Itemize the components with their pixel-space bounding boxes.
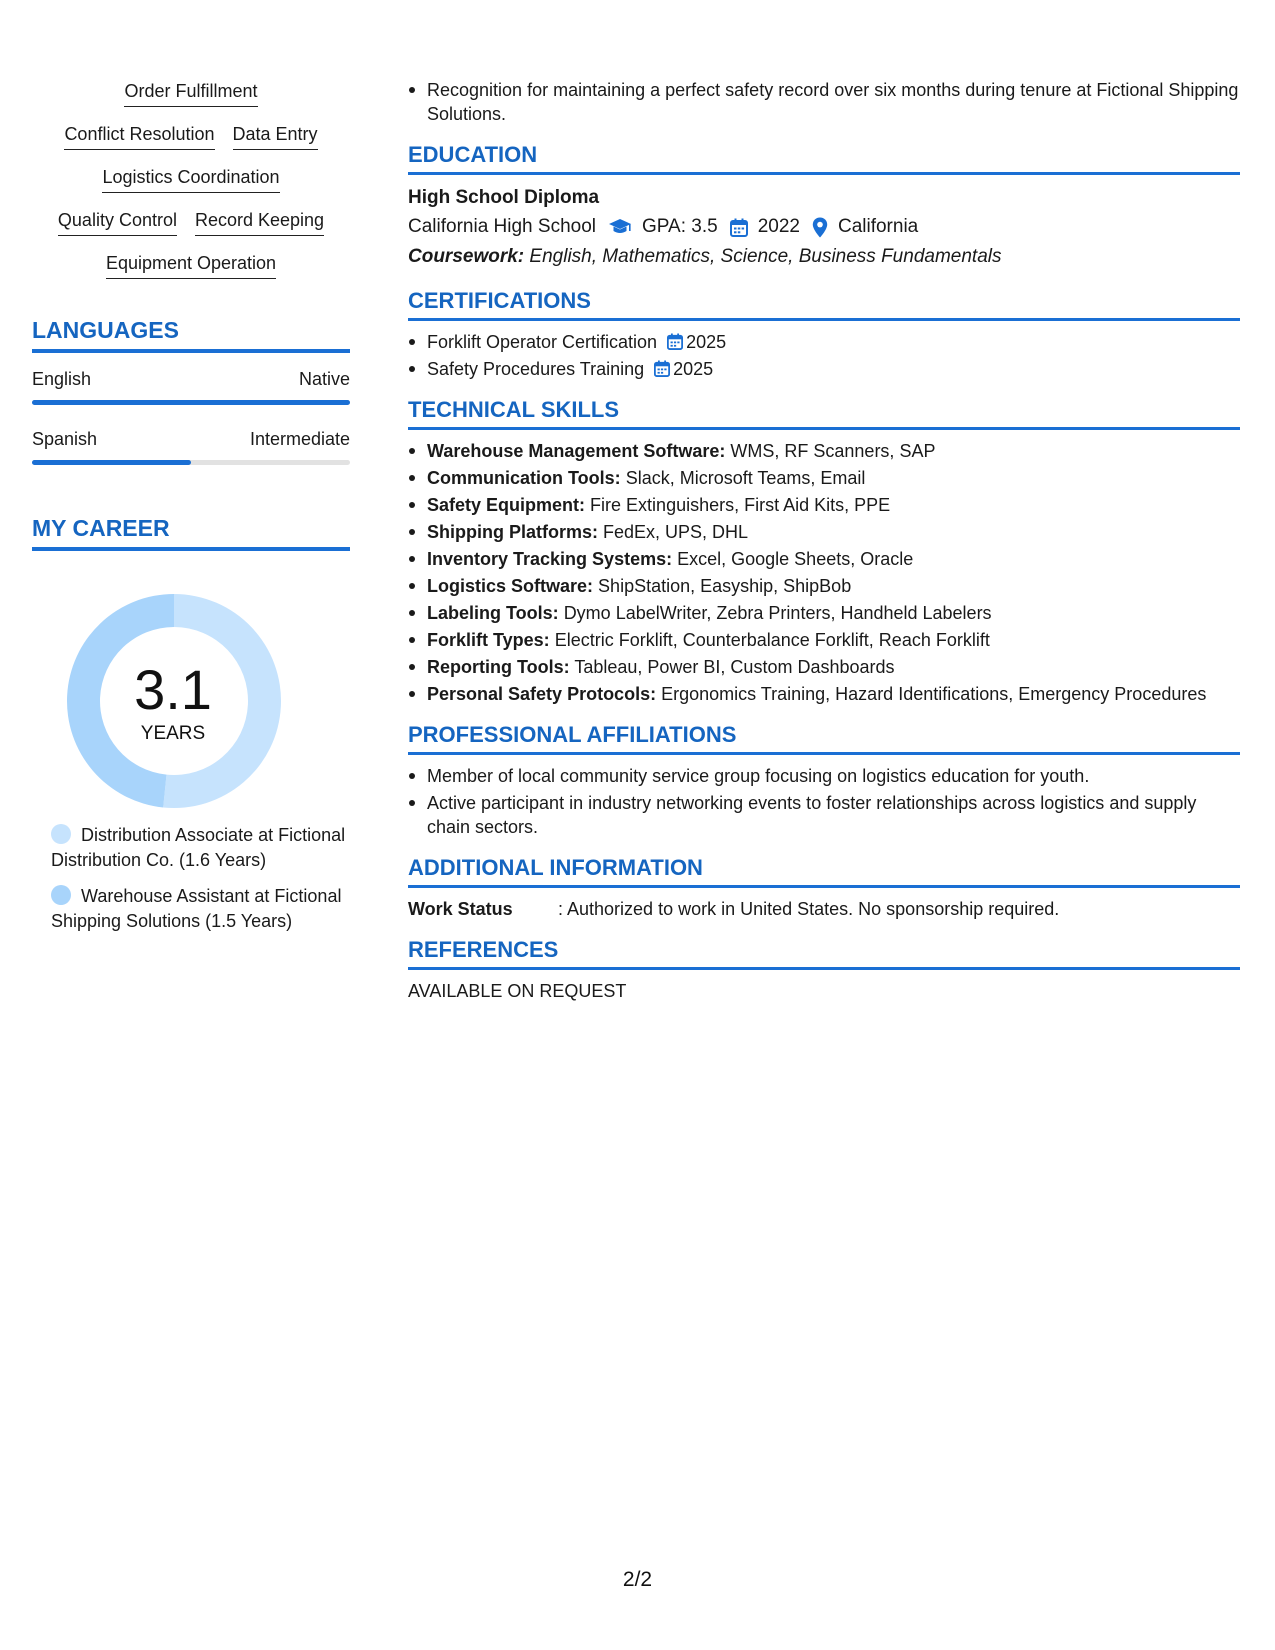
certifications-title: CERTIFICATIONS xyxy=(408,288,1240,321)
education-entry xyxy=(408,184,1240,272)
work-status-value: : Authorized to work in United States. No sponsorship required. xyxy=(558,899,1060,919)
certification-name: Forklift Operator Certification xyxy=(427,332,658,352)
skill-category: Logistics Software: xyxy=(427,576,594,596)
language-level: Intermediate xyxy=(249,429,350,449)
skill-category: Safety Equipment: xyxy=(427,495,586,515)
achievement-item: Recognition for maintaining a perfect safety record over six months during tenure at Fictional Shipping Solutions. xyxy=(408,78,1240,126)
references-title: REFERENCES xyxy=(408,937,1240,970)
skill-values: Ergonomics Training, Hazard Identifications, Emergency Procedures xyxy=(661,684,1207,704)
career-legend xyxy=(32,823,350,934)
language-bar-fill xyxy=(32,400,350,405)
skill-tag: Equipment Operation xyxy=(106,250,276,279)
technical-skill-item xyxy=(408,601,1240,625)
technical-skill-item xyxy=(408,493,1240,517)
skill-values: WMS, RF Scanners, SAP xyxy=(730,441,936,461)
language-bar-fill xyxy=(32,460,191,465)
skill-category: Labeling Tools: xyxy=(427,603,559,623)
technical-skill-item xyxy=(408,655,1240,679)
skill-values: Dymo LabelWriter, Zebra Printers, Handheld Labelers xyxy=(563,603,992,623)
skill-category: Shipping Platforms: xyxy=(427,522,598,542)
graduation-year: 2022 xyxy=(757,216,800,237)
work-status-row xyxy=(408,897,1240,921)
career-total: 3.1 xyxy=(134,658,212,721)
technical-skills-list xyxy=(408,439,1240,706)
technical-skills-title: TECHNICAL SKILLS xyxy=(408,397,1240,430)
career-section xyxy=(32,515,350,934)
skill-row xyxy=(32,250,350,279)
career-donut-chart xyxy=(32,575,350,815)
certification-name: Safety Procedures Training xyxy=(427,359,645,379)
technical-skill-item xyxy=(408,574,1240,598)
languages-title: LANGUAGES xyxy=(32,317,350,353)
skill-values: Slack, Microsoft Teams, Email xyxy=(625,468,866,488)
work-status-label: Work Status xyxy=(408,899,513,919)
technical-skill-item xyxy=(408,547,1240,571)
right-column xyxy=(408,78,1240,1003)
skills-tags xyxy=(32,78,350,279)
calendar-icon xyxy=(654,360,670,377)
skill-values: ShipStation, Easyship, ShipBob xyxy=(598,576,852,596)
additional-info-title: ADDITIONAL INFORMATION xyxy=(408,855,1240,888)
skill-tag: Record Keeping xyxy=(195,207,324,236)
language-name: Spanish xyxy=(32,429,98,449)
language-name: English xyxy=(32,369,92,389)
technical-skill-item xyxy=(408,439,1240,463)
affiliation-item: Member of local community service group focusing on logistics education for youth. xyxy=(408,764,1240,788)
career-title: MY CAREER xyxy=(32,515,350,551)
coursework-value: English, Mathematics, Science, Business Fundamentals xyxy=(529,246,1002,267)
gpa: GPA: 3.5 xyxy=(642,216,718,237)
language-level: Native xyxy=(298,369,350,389)
language-bar xyxy=(32,460,350,465)
skill-category: Forklift Types: xyxy=(427,630,550,650)
affiliation-item: Active participant in industry networking events to foster relationships across logistics and supply chain sectors. xyxy=(408,791,1240,839)
certification-item xyxy=(408,330,1240,354)
calendar-icon xyxy=(667,333,683,350)
graduation-cap-icon xyxy=(608,218,632,236)
skill-tag: Quality Control xyxy=(58,207,177,236)
legend-dot xyxy=(51,824,71,844)
skill-category: Communication Tools: xyxy=(427,468,621,488)
skill-category: Inventory Tracking Systems: xyxy=(427,549,673,569)
left-column xyxy=(32,78,350,945)
technical-skill-item xyxy=(408,628,1240,652)
education-meta xyxy=(408,212,1240,242)
school-name: California High School xyxy=(408,216,596,237)
languages-list xyxy=(32,367,350,465)
certification-item xyxy=(408,357,1240,381)
degree-name: High School Diploma xyxy=(408,187,600,208)
legend-item xyxy=(51,823,350,873)
certification-year: 2025 xyxy=(686,332,727,352)
location-pin-icon xyxy=(812,217,828,238)
career-unit: YEARS xyxy=(140,723,206,744)
skill-tag: Conflict Resolution xyxy=(64,121,214,150)
legend-dot xyxy=(51,885,71,905)
references-text: AVAILABLE ON REQUEST xyxy=(408,981,627,1001)
skill-row xyxy=(32,207,350,236)
languages-section xyxy=(32,317,350,465)
language-bar xyxy=(32,400,350,405)
skill-row xyxy=(32,121,350,150)
calendar-icon xyxy=(730,218,748,237)
certifications-list xyxy=(408,330,1240,381)
school-location: California xyxy=(837,216,919,237)
page-number: 2/2 xyxy=(622,1568,653,1591)
technical-skill-item xyxy=(408,682,1240,706)
coursework-label: Coursework: xyxy=(408,246,525,267)
skill-values: Tableau, Power BI, Custom Dashboards xyxy=(574,657,895,677)
affiliations-title: PROFESSIONAL AFFILIATIONS xyxy=(408,722,1240,755)
coursework xyxy=(408,242,1240,272)
legend-item xyxy=(51,884,350,934)
skill-category: Personal Safety Protocols: xyxy=(427,684,657,704)
skill-tag: Order Fulfillment xyxy=(124,78,257,107)
skill-row xyxy=(32,78,350,107)
skill-values: FedEx, UPS, DHL xyxy=(603,522,749,542)
legend-label: Distribution Associate at Fictional Distribution Co. (1.6 Years) xyxy=(51,825,346,870)
skill-category: Reporting Tools: xyxy=(427,657,570,677)
skill-tag: Logistics Coordination xyxy=(102,164,279,193)
skill-category: Warehouse Management Software: xyxy=(427,441,726,461)
legend-label: Warehouse Assistant at Fictional Shipping Solutions (1.5 Years) xyxy=(51,886,342,931)
skill-tag: Data Entry xyxy=(233,121,318,150)
affiliations-list xyxy=(408,764,1240,839)
technical-skill-item xyxy=(408,520,1240,544)
skill-values: Fire Extinguishers, First Aid Kits, PPE xyxy=(590,495,891,515)
skill-values: Excel, Google Sheets, Oracle xyxy=(677,549,914,569)
language-item xyxy=(32,427,350,465)
education-title: EDUCATION xyxy=(408,142,1240,175)
technical-skill-item xyxy=(408,466,1240,490)
skill-row xyxy=(32,164,350,193)
skill-values: Electric Forklift, Counterbalance Forklift, Reach Forklift xyxy=(554,630,990,650)
language-item xyxy=(32,367,350,405)
achievements-list xyxy=(408,78,1240,126)
certification-year: 2025 xyxy=(673,359,714,379)
